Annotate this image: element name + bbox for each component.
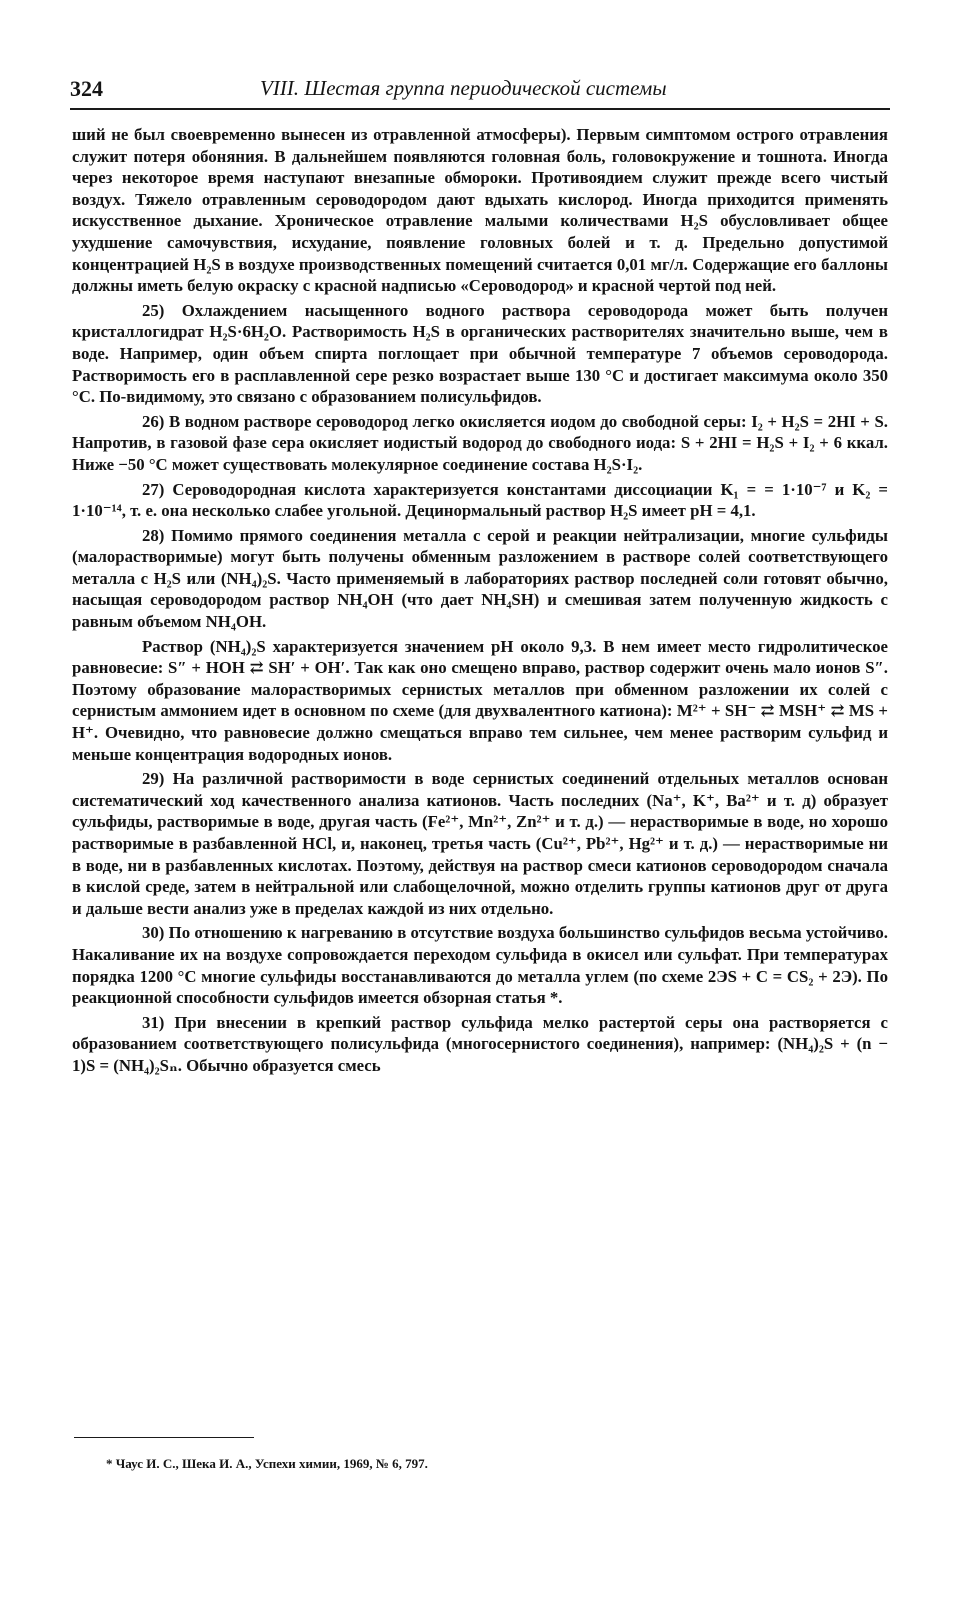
- paragraph-26: 26) В водном растворе сероводород легко окисляется иодом до свободной серы: I₂ + H₂S = 2HI + S. Напротив, в газовой фазе сера окисляет иодистый водород до свободного иода: S + 2HI = H₂S + I₂ + 6 ккал. Ниже −50 °C может существовать молекулярное соединение состава H₂S·I₂.: [72, 411, 888, 474]
- paragraph-30: 30) По отношению к нагреванию в отсутствие воздуха большинство сульфидов весьма устойчиво. Накаливание их на воздухе сопровождается переходом сульфида в окисел или сульфат. При температурах порядка 1200 °C многие сульфиды восстанавливаются до металла углем (по схеме 2ЭS + C = CS₂ + 2Э). По реакционной способности сульфидов имеется обзорная статья *.: [72, 923, 888, 1008]
- paragraph-27: 27) Сероводородная кислота характеризуется константами диссоциации K₁ = = 1·10⁻⁷ и K₂ = 1·10⁻¹⁴, т. е. она несколько слабее угольной. Децинормальный раствор H₂S имеет pH = 4,1.: [72, 479, 888, 521]
- paragraph-29: 29) На различной растворимости в воде сернистых соединений отдельных металлов основан систематический ход качественного анализа катионов. Часть последних (Na⁺, K⁺, Ba²⁺ и т. д) образует сульфиды, растворимые в воде, другая часть (Fe²⁺, Mn²⁺, Zn²⁺ и т. д.) — нерастворимые в воде, но хорошо растворимые в разбавленной HCl, и, наконец, третья часть (Cu²⁺, Pb²⁺, Hg²⁺ и т. д.) — нерастворимые ни в воде, ни в разбавленных кислотах. Поэтому, действуя на раствор смеси катионов сероводородом сначала в кислой среде, затем в нейтральной или слабощелочной, можно отделить группы катионов друг от друга и дальше вести анализ уже в пределах каждой из них отдельно.: [72, 769, 888, 918]
- paragraph-28-cont: Раствор (NH₄)₂S характеризуется значением pH около 9,3. В нем имеет место гидролитическое равновесие: S″ + HOH ⇄ SH′ + OH′. Так как оно смещено вправо, раствор содержит очень мало ионов S″. Поэтому образование малорастворимых сернистых металлов при обменном разложении их солей с сернистым аммонием идет в основном по схеме (для двухвалентного катиона): M²⁺ + SH⁻ ⇄ MSH⁺ ⇄ MS + H⁺. Очевидно, что равновесие должно смещаться вправо тем сильнее, чем менее растворим сульфид и меньше концентрация водородных ионов.: [72, 636, 888, 764]
- paragraph-continuation: ший не был своевременно вынесен из отравленной атмосферы). Первым симптомом острого отравления служит потеря обоняния. В дальнейшем появляются головная боль, головокружение и тошнота. Иногда через некоторое время наступают внезапные обмороки. Противоядием служит прежде всего чистый воздух. Тяжело отравленным сероводородом дают вдыхать кислород. Иногда приходится применять искусственное дыхание. Хроническое отравление малыми количествами H₂S обусловливает общее ухудшение самочувствия, исхудание, появление головных болей и т. д. Предельно допустимой концентрацией H₂S в воздухе производственных помещений считается 0,01 мг/л. Содержащие его баллоны должны иметь белую окраску с красной надписью «Сероводород» и красной чертой под ней.: [72, 125, 888, 296]
- header-rule: [70, 108, 890, 110]
- footnote: * Чаус И. С., Шека И. А., Успехи химии, 1969, № 6, 797.: [106, 1456, 428, 1471]
- paragraph-31: 31) При внесении в крепкий раствор сульфида мелко растертой серы она растворяется с образованием соответствующего полисульфида (многосернистого соединения), например: (NH₄)₂S + (n − 1)S = (NH₄)₂Sₙ. Обычно образуется смесь: [72, 1012, 888, 1075]
- footnote-rule: [74, 1437, 254, 1438]
- body-text: [72, 124, 888, 1080]
- paragraph-25: 25) Охлаждением насыщенного водного раствора сероводорода может быть получен кристаллогидрат H₂S·6H₂O. Растворимость H₂S в органических растворителях значительно выше, чем в воде. Например, один объем спирта поглощает при обычной температуре 7 объемов сероводорода. Растворимость его в расплавленной сере резко возрастает выше 130 °C и достигает максимума около 350 °C. По-видимому, это связано с образованием полисульфидов.: [72, 300, 888, 407]
- page-number: 324: [70, 76, 103, 101]
- paragraph-28: 28) Помимо прямого соединения металла с серой и реакции нейтрализации, многие сульфиды (малорастворимые) могут быть получены обменным разложением в растворе солей соответствующего металла с H₂S или (NH₄)₂S. Часто применяемый в лабораториях раствор последней соли готовят обычно, насыщая сероводородом раствор NH₄OH (что дает NH₄SH) и смешивая затем полученную жидкость с равным объемом NH₄OH.: [72, 525, 888, 632]
- running-head: VIII. Шестая группа периодической системы: [260, 76, 667, 100]
- page-header: [70, 76, 890, 106]
